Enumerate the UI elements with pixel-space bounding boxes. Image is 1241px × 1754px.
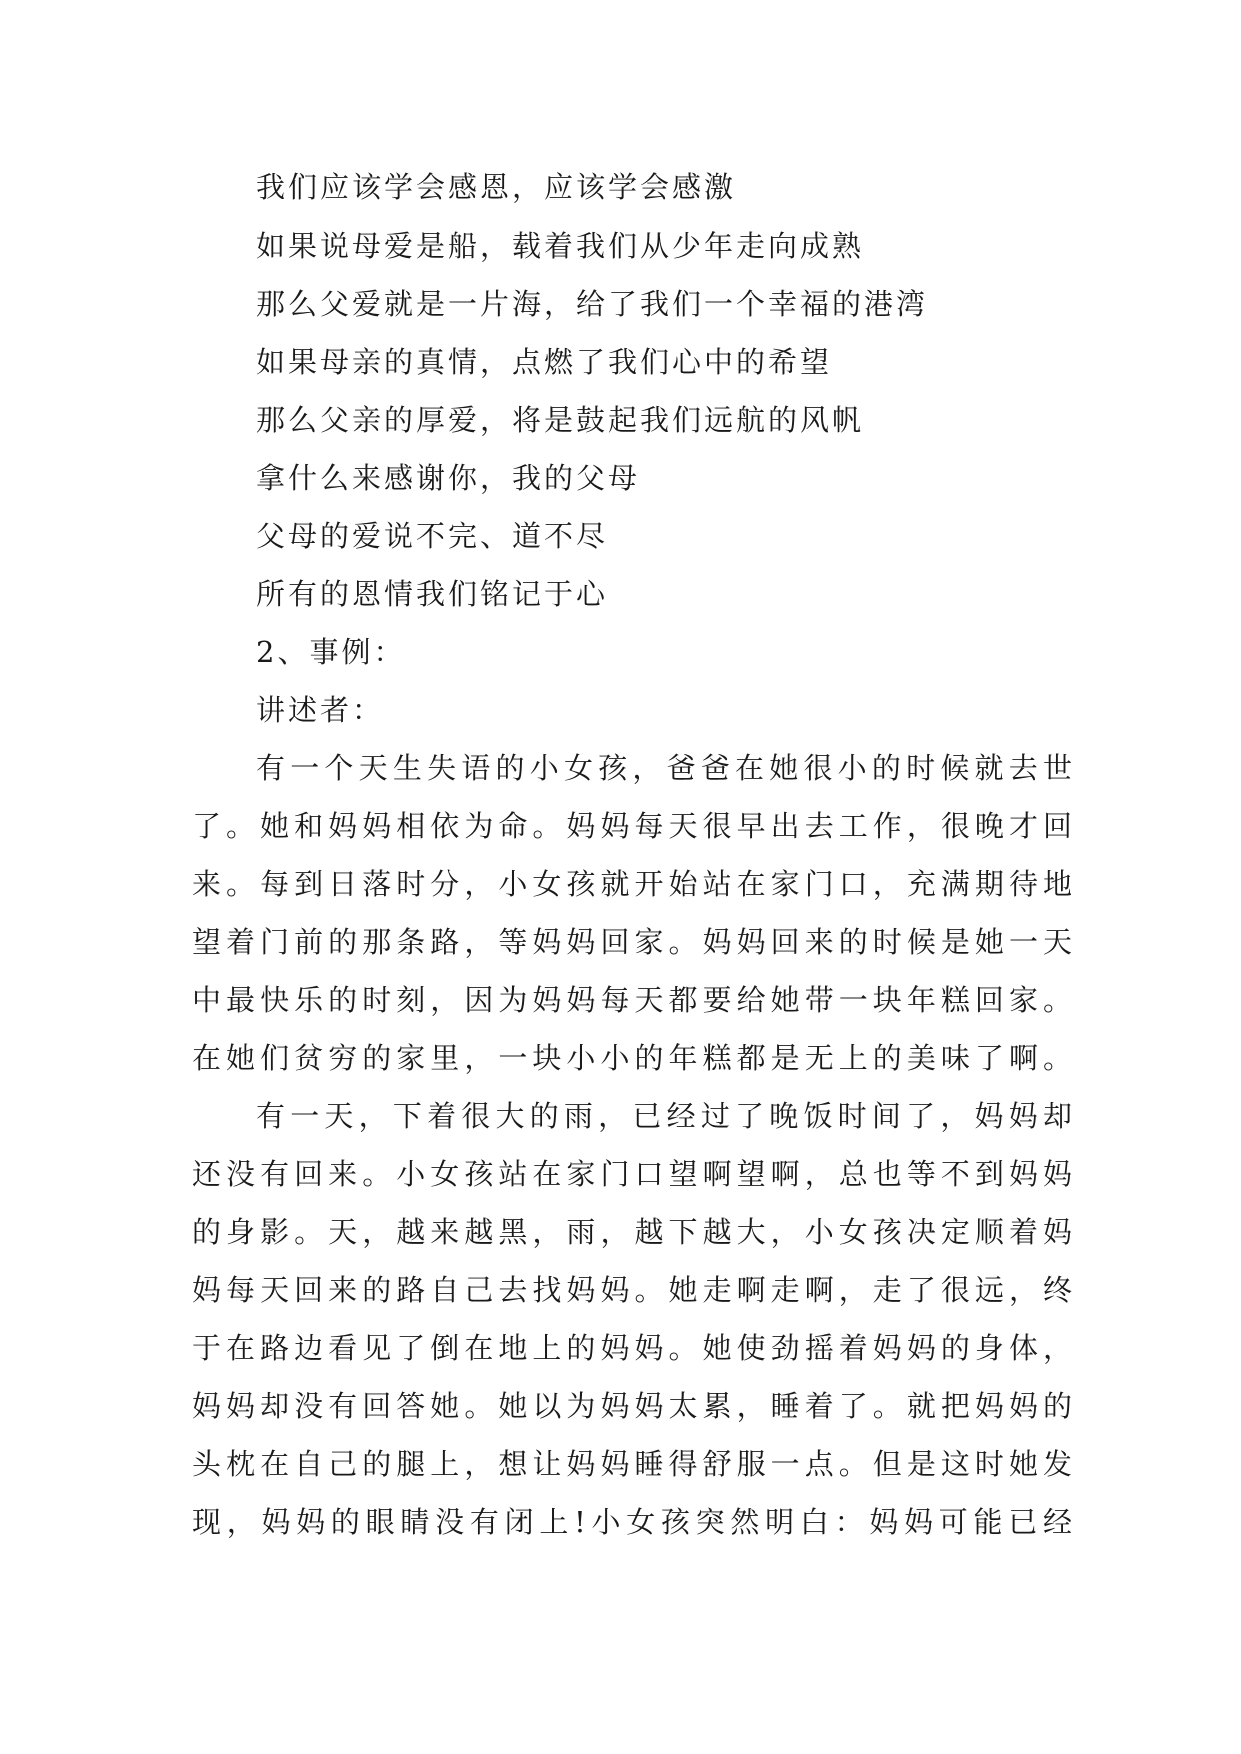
verse-line: 父母的爱说不完、道不尽	[256, 519, 609, 553]
paragraph-line: 望着门前的那条路，等妈妈回家。妈妈回来的时候是她一天	[192, 925, 1072, 959]
verse-line: 那么父爱就是一片海，给了我们一个幸福的港湾	[256, 287, 929, 321]
paragraph-line: 有一天，下着很大的雨，已经过了晚饭时间了，妈妈却	[256, 1099, 1072, 1133]
verse-line: 如果说母爱是船，载着我们从少年走向成熟	[256, 229, 865, 263]
paragraph-line: 在她们贫穷的家里，一块小小的年糕都是无上的美味了啊。	[192, 1041, 1072, 1075]
paragraph-line: 现，妈妈的眼睛没有闭上!小女孩突然明白：妈妈可能已经	[192, 1505, 1072, 1539]
verse-line: 如果母亲的真情，点燃了我们心中的希望	[256, 345, 833, 379]
paragraph-line: 妈妈却没有回答她。她以为妈妈太累，睡着了。就把妈妈的	[192, 1389, 1072, 1423]
paragraph-line: 来。每到日落时分，小女孩就开始站在家门口，充满期待地	[192, 867, 1072, 901]
paragraph-line: 还没有回来。小女孩站在家门口望啊望啊，总也等不到妈妈	[192, 1157, 1072, 1191]
paragraph-line: 头枕在自己的腿上，想让妈妈睡得舒服一点。但是这时她发	[192, 1447, 1072, 1481]
verse-line: 那么父亲的厚爱，将是鼓起我们远航的风帆	[256, 403, 865, 437]
narrator-label: 讲述者：	[256, 693, 385, 727]
verse-line: 我们应该学会感恩，应该学会感激	[256, 170, 737, 204]
verse-line: 所有的恩情我们铭记于心	[256, 577, 609, 611]
paragraph-line: 了。她和妈妈相依为命。妈妈每天很早出去工作，很晚才回	[192, 809, 1072, 843]
paragraph-line: 于在路边看见了倒在地上的妈妈。她使劲摇着妈妈的身体，	[192, 1331, 1072, 1365]
paragraph-line: 中最快乐的时刻，因为妈妈每天都要给她带一块年糕回家。	[192, 983, 1072, 1017]
verse-line: 拿什么来感谢你，我的父母	[256, 461, 641, 495]
paragraph-line: 有一个天生失语的小女孩，爸爸在她很小的时候就去世	[256, 751, 1072, 785]
paragraph-line: 的身影。天，越来越黑，雨，越下越大，小女孩决定顺着妈	[192, 1215, 1072, 1249]
paragraph-line: 妈每天回来的路自己去找妈妈。她走啊走啊，走了很远，终	[192, 1273, 1072, 1307]
section-heading: 2、事例：	[256, 635, 406, 669]
